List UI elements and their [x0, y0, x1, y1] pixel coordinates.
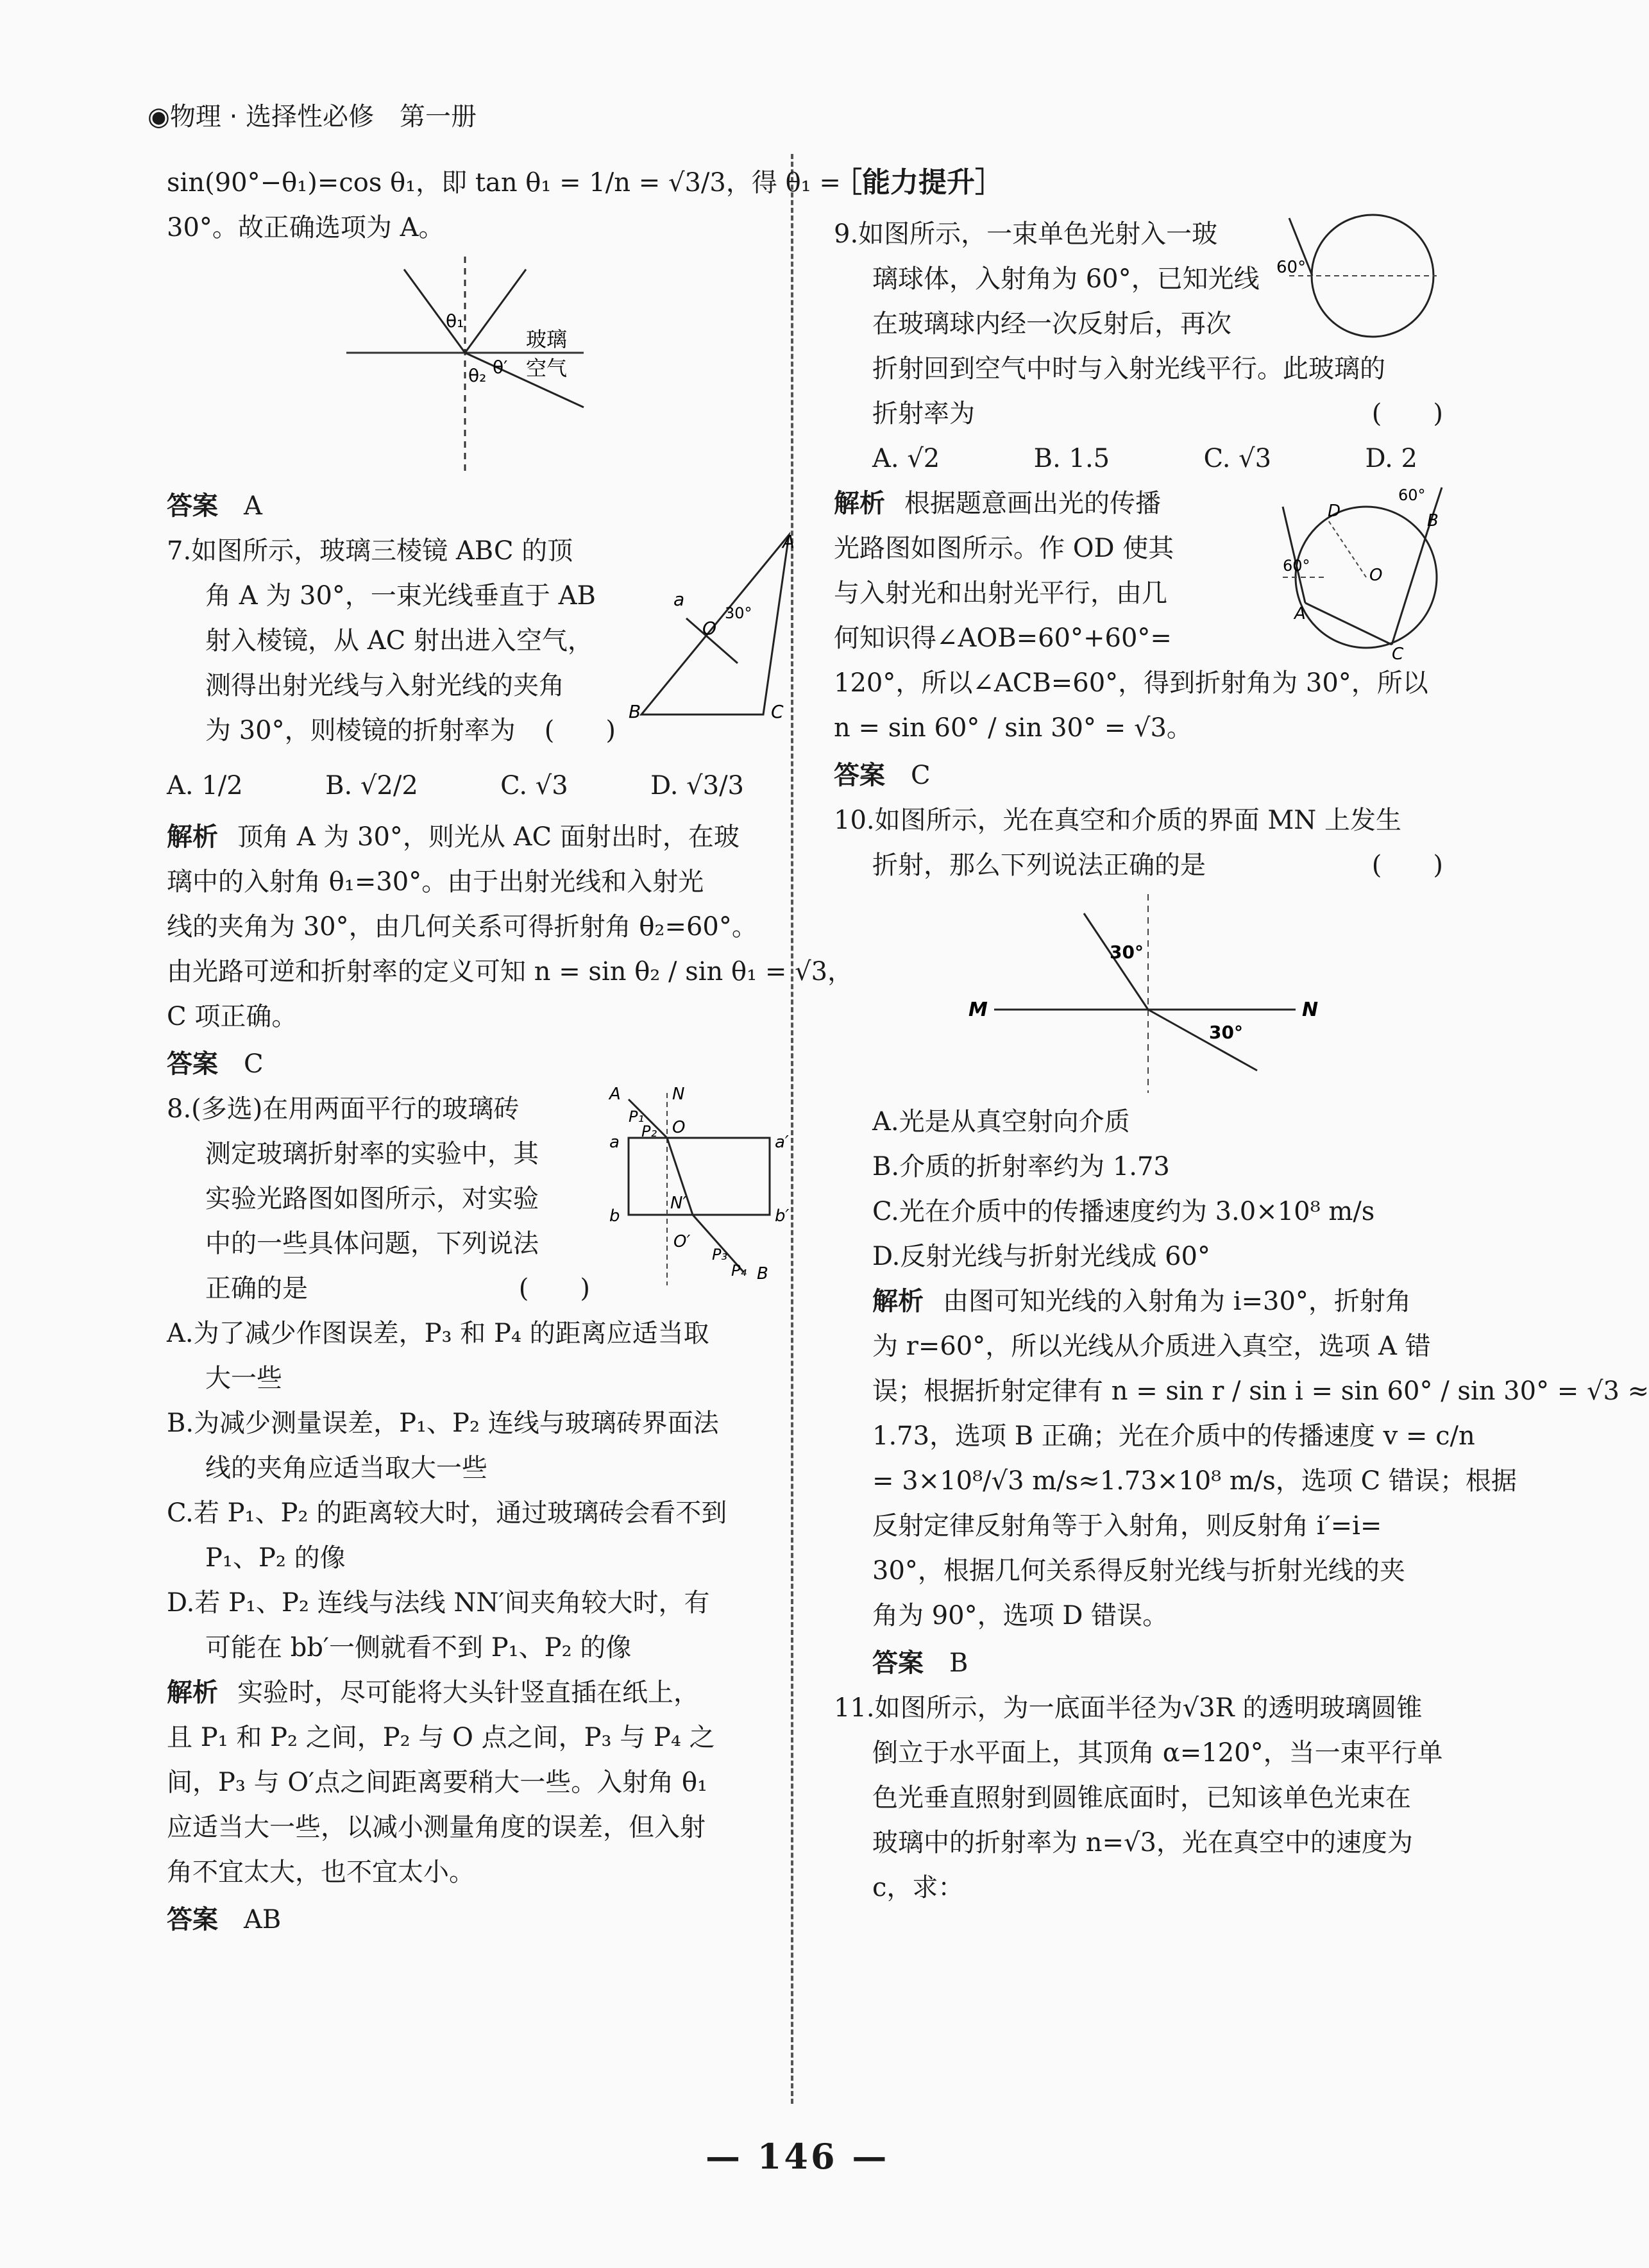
- figure-q10: [834, 888, 1443, 1099]
- analysis-label: 解析: [872, 1287, 924, 1316]
- analysis-line: 120°，所以∠ACB=60°，得到折射角为 30°，所以: [834, 668, 1428, 698]
- analysis-label: 解析: [834, 489, 885, 518]
- answer-q10: [834, 1641, 1443, 1686]
- q8-option-a-cont: 大一些: [205, 1364, 282, 1393]
- label-glass: 玻璃: [526, 327, 568, 351]
- ray-AC: [1305, 603, 1392, 645]
- label-B: B: [1427, 511, 1439, 530]
- analysis-line: C 项正确。: [167, 1002, 298, 1031]
- analysis-line: 由光路可逆和折射率的定义可知 n = sin θ₂ / sin θ₁ = √3，: [167, 957, 854, 986]
- figure-q9-analysis-svg: [1276, 481, 1443, 664]
- q9-line: 璃球体，入射角为 60°，已知光线: [872, 264, 1260, 294]
- q10-option-a: A.光是从真空射向介质: [872, 1107, 1130, 1137]
- q8-line: 测定玻璃折射率的实验中，其: [205, 1139, 539, 1169]
- q10-option-d: D.反射光线与折射光线成 60°: [872, 1242, 1210, 1271]
- incident-ray: [1283, 507, 1305, 603]
- analysis-line: 30°，根据几何关系得反射光线与折射光线的夹: [872, 1556, 1405, 1586]
- question-8: [167, 1087, 795, 1942]
- option-c: C. √3: [1203, 444, 1272, 473]
- figure-q7: [629, 529, 795, 721]
- analysis-line: = 3×10⁸/√3 m/s≈1.73×10⁸ m/s，选项 C 错误；根据: [872, 1466, 1517, 1496]
- label-theta1: θ₁: [446, 310, 464, 332]
- q7-line: 7.如图所示，玻璃三棱镜 ABC 的顶: [167, 536, 573, 566]
- answer-label: 答案: [872, 1648, 924, 1678]
- q8-option-a: A.为了减少作图误差，P₃ 和 P₄ 的距离应适当取: [167, 1319, 709, 1348]
- q8-line: 8.(多选)在用两面平行的玻璃砖: [167, 1094, 520, 1124]
- label-N: N: [1302, 999, 1319, 1021]
- q11-line: 玻璃中的折射率为 n=√3，光在真空中的速度为: [872, 1828, 1413, 1858]
- figure-q6: [167, 250, 795, 481]
- q8-option-c: C.若 P₁、P₂ 的距离较大时，通过玻璃砖会看不到: [167, 1498, 727, 1528]
- label-theta2: θ₂: [468, 365, 487, 386]
- analysis-line: 线的夹角为 30°，由几何关系可得折射角 θ₂=60°。: [167, 912, 757, 942]
- q9-line: 9.如图所示，一束单色光射入一玻: [834, 219, 1218, 249]
- q8-line: 中的一些具体问题，下列说法: [205, 1229, 539, 1258]
- label-60-a: 60°: [1283, 557, 1310, 575]
- analysis-line: 光路图如图所示。作 OD 使其: [834, 534, 1174, 563]
- answer-value: AB: [244, 1905, 282, 1934]
- question-9: [834, 212, 1443, 798]
- q11-line: 色光垂直照射到圆锥底面时，已知该单色光束在: [872, 1783, 1411, 1813]
- figure-q9-analysis: [1276, 481, 1443, 664]
- label-O: O: [702, 618, 717, 639]
- q9-line: 在玻璃球内经一次反射后，再次: [872, 309, 1231, 339]
- q7-line-text: 为 30°，则棱镜的折射率为: [205, 716, 516, 745]
- answer-q9: [834, 753, 1443, 798]
- analysis-line: 与入射光和出射光平行，由几: [834, 579, 1167, 608]
- q8-option-d: D.若 P₁、P₂ 连线与法线 NN′间夹角较大时，有: [167, 1588, 710, 1618]
- label-30: 30°: [725, 604, 752, 622]
- label-N: N: [672, 1085, 685, 1104]
- q9-line-text: 折射率为: [872, 399, 975, 428]
- analysis-label: 解析: [167, 1678, 218, 1707]
- q9-line: 折射回到空气中时与入射光线平行。此玻璃的: [872, 354, 1385, 384]
- analysis-text: 根据题意画出光的传播: [904, 489, 1161, 518]
- label-60: 60°: [1276, 258, 1307, 277]
- option-a: A. 1/2: [167, 771, 243, 800]
- analysis-line: 应适当大一些，以减小测量角度的误差，但入射: [167, 1813, 706, 1842]
- label-O: O: [672, 1118, 686, 1137]
- label-60-b: 60°: [1398, 486, 1426, 504]
- section-title: ［能力提升］: [834, 166, 1003, 199]
- analysis-line: n = sin 60° / sin 30° = √3。: [834, 713, 1192, 743]
- right-column: [834, 160, 1649, 1910]
- q10-option-c: C.光在介质中的传播速度约为 3.0×10⁸ m/s: [872, 1197, 1375, 1226]
- option-d: D. √3/3: [650, 771, 744, 800]
- question-10: [834, 798, 1649, 1686]
- analysis-line: 误；根据折射定律有 n = sin r / sin i = sin 60° / sin 30° = √3 ≈: [872, 1376, 1649, 1406]
- glass-block: [629, 1138, 770, 1215]
- answer-q8: [167, 1897, 795, 1942]
- q11-line: 11.如图所示，为一底面半径为√3R 的透明玻璃圆锥: [834, 1693, 1423, 1723]
- option-b: B. √2/2: [325, 771, 418, 800]
- answer-bracket: ( ): [544, 716, 616, 745]
- option-d: D. 2: [1365, 444, 1417, 473]
- label-a: a: [609, 1133, 620, 1152]
- answer-value: C: [911, 761, 931, 790]
- analysis-line: [167, 815, 795, 859]
- option-b: B. 1.5: [1033, 444, 1110, 473]
- answer-label: 答案: [167, 491, 218, 521]
- q7-line: 测得出射光线与入射光线的夹角: [205, 671, 564, 700]
- figure-q8: [603, 1087, 795, 1292]
- analysis-line: 为 r=60°，所以光线从介质进入真空，选项 A 错: [872, 1332, 1431, 1361]
- q10-line-text: 折射，那么下列说法正确的是: [872, 851, 1206, 880]
- q10-line: [834, 843, 1443, 888]
- q10-option-b: B.介质的折射率约为 1.73: [872, 1152, 1170, 1181]
- q8-line-text: 正确的是: [205, 1274, 308, 1303]
- q9-line: [834, 391, 1443, 436]
- answer-bracket: ( ): [1371, 399, 1443, 428]
- analysis-text: 顶角 A 为 30°，则光从 AC 面射出时，在玻: [237, 822, 740, 852]
- question-11: [834, 1686, 1443, 1910]
- answer-q6: [167, 484, 795, 529]
- analysis-line: 且 P₁ 和 P₂ 之间，P₂ 与 O 点之间，P₃ 与 P₄ 之: [167, 1723, 715, 1752]
- q9-options: [872, 436, 1417, 481]
- label-M: M: [968, 999, 988, 1021]
- ray-CB: [1392, 532, 1427, 645]
- q7-line: 射入棱镜，从 AC 射出进入空气，: [205, 626, 593, 656]
- label-D: D: [1328, 502, 1341, 521]
- answer-bracket: ( ): [518, 1274, 590, 1303]
- label-O-prime: O′: [673, 1232, 691, 1251]
- label-air: 空气: [526, 356, 568, 380]
- analysis-line: 璃中的入射角 θ₁=30°。由于出射光线和入射光: [167, 867, 704, 897]
- label-A: A: [1294, 604, 1306, 623]
- analysis-label: 解析: [167, 822, 218, 852]
- analysis-line: 何知识得∠AOB=60°+60°=: [834, 623, 1172, 653]
- label-P4: P₄: [731, 1262, 747, 1280]
- analysis-text: 由图可知光线的入射角为 i=30°，折射角: [943, 1287, 1411, 1316]
- q7-line: 角 A 为 30°，一束光线垂直于 AB: [205, 581, 596, 611]
- analysis-line: [167, 1670, 795, 1715]
- page-number: — 146 —: [706, 2136, 890, 2177]
- label-30-top: 30°: [1110, 942, 1144, 963]
- page-header: ◉物理 · 选择性必修 第一册: [148, 102, 477, 131]
- label-P1: P₁: [629, 1108, 645, 1126]
- figure-q6-svg: [167, 250, 795, 481]
- label-b-prime: b′: [775, 1206, 790, 1226]
- label-thetap: θ′: [493, 357, 508, 378]
- figure-q7-svg: [629, 529, 795, 721]
- answer-value: B: [949, 1648, 968, 1678]
- option-a: A. √2: [872, 444, 940, 473]
- q8-option-c-cont: P₁、P₂ 的像: [205, 1543, 346, 1573]
- label-B: B: [757, 1264, 768, 1283]
- intro-line-1: sin(90°−θ₁)=cos θ₁，即 tan θ₁ = 1/n = √3/3，得 θ₁ =: [167, 168, 841, 198]
- figure-q9: [1276, 212, 1443, 340]
- q11-line: c，求：: [872, 1873, 964, 1902]
- answer-label: 答案: [167, 1905, 218, 1934]
- label-30-bottom: 30°: [1209, 1022, 1243, 1043]
- analysis-line: 间，P₃ 与 O′点之间距离要稍大一些。入射角 θ₁: [167, 1768, 708, 1797]
- analysis-line: 1.73，选项 B 正确；光在介质中的传播速度 v = c/n: [872, 1421, 1475, 1451]
- line-OD: [1328, 520, 1366, 577]
- q8-line: 实验光路图如图所示，对实验: [205, 1184, 539, 1214]
- q11-line: 倒立于水平面上，其顶角 α=120°，当一束平行单: [872, 1738, 1443, 1768]
- label-P2: P₂: [641, 1122, 657, 1140]
- q8-option-b: B.为减少测量误差，P₁、P₂ 连线与玻璃砖界面法: [167, 1409, 719, 1438]
- figure-q8-svg: [603, 1087, 795, 1292]
- intro-line-2: 30°。故正确选项为 A。: [167, 213, 444, 242]
- label-b: b: [609, 1206, 620, 1226]
- option-c: C. √3: [500, 771, 568, 800]
- answer-q7: [167, 1042, 795, 1087]
- analysis-text: 实验时，尽可能将大头针竖直插在纸上，: [237, 1678, 699, 1707]
- label-A: A: [782, 531, 795, 552]
- answer-value: C: [244, 1049, 264, 1079]
- answer-label: 答案: [167, 1049, 218, 1079]
- figure-q9-svg: [1276, 212, 1443, 340]
- label-B: B: [629, 701, 641, 722]
- label-a-prime: a′: [775, 1133, 789, 1152]
- answer-value: A: [244, 491, 262, 521]
- label-a: a: [673, 589, 685, 610]
- q7-options: [167, 763, 744, 808]
- q8-option-b-cont: 线的夹角应适当取大一些: [205, 1453, 487, 1483]
- question-7: [167, 529, 854, 1087]
- label-C: C: [1392, 645, 1404, 664]
- label-P3: P₃: [712, 1246, 728, 1264]
- q10-line: 10.如图所示，光在真空和介质的界面 MN 上发生: [834, 806, 1401, 835]
- figure-q10-svg: [834, 888, 1443, 1099]
- analysis-line: 反射定律反射角等于入射角，则反射角 i′=i=: [872, 1511, 1382, 1541]
- reflected-ray: [465, 269, 526, 353]
- analysis-line: 角为 90°，选项 D 错误。: [872, 1601, 1169, 1630]
- analysis-line: 角不宜太大，也不宜太小。: [167, 1858, 475, 1887]
- label-C: C: [771, 701, 784, 722]
- analysis-line: [834, 1279, 1443, 1324]
- left-column: [167, 160, 854, 1942]
- answer-bracket: ( ): [1371, 851, 1443, 880]
- label-O: O: [1369, 566, 1383, 585]
- answer-label: 答案: [834, 761, 885, 790]
- label-A: A: [609, 1085, 621, 1104]
- q8-option-d-cont: 可能在 bb′一侧就看不到 P₁、P₂ 的像: [205, 1633, 632, 1663]
- label-N-prime: N′: [670, 1194, 687, 1213]
